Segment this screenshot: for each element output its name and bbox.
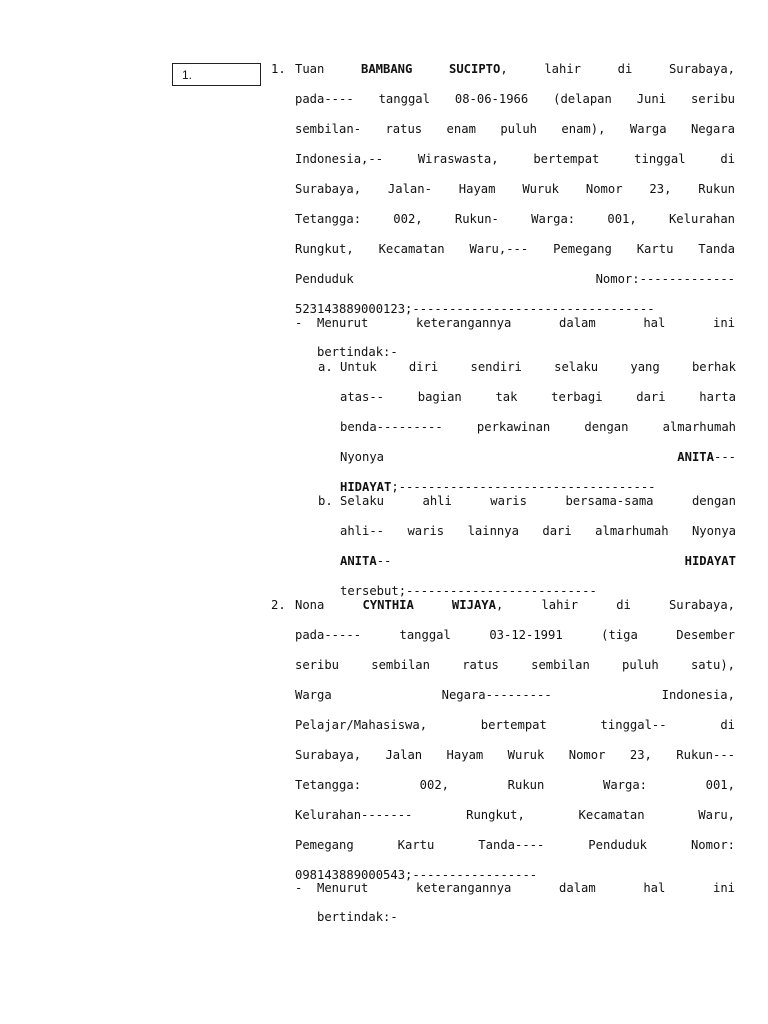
party-2-line-2: pada----- tanggal 03-12-1991 (tiga Desember [295,628,735,642]
party-1-capacity-a-letter: a. [318,360,333,374]
party-2-capacity-line-2: bertindak:- [317,910,398,924]
party-1-line-7: Rungkut, Kecamatan Waru,--- Pemegang Kartu Tanda [295,242,735,256]
party-1-capacity-b-letter: b. [318,494,333,508]
party-1-line-4: Indonesia,-- Wiraswasta, bertempat tinggal di [295,152,735,166]
party-2 [271,598,735,886]
margin-number: 1. [182,68,193,82]
party-2-name: CYNTHIA WIJAYA [362,598,496,612]
party-2-line-10: 098143889000543;----------------- [295,868,538,882]
party-1-line-8: Penduduk Nomor:------------- [295,272,735,286]
party-2-line-8: Kelurahan------- Rungkut, Kecamatan Waru, [295,808,735,822]
party-1-capacity-a-line-3: benda--------- perkawinan dengan almarhumah [340,420,736,434]
party-1-capacity-line-2: bertindak:- [317,345,398,359]
party-1-capacity-line-1: Menurut keterangannya dalam hal ini [317,316,735,330]
party-1-capacity-dash: - [295,316,303,330]
party-1-line-2: pada---- tanggal 08-06-1966 (delapan Juni seribu [295,92,735,106]
party-1-line-5: Surabaya, Jalan- Hayam Wuruk Nomor 23, Rukun [295,182,735,196]
party-2-line-7: Tetangga: 002, Rukun Warga: 001, [295,778,735,792]
party-1-capacity-a-line-5: HIDAYAT;----------------------------------- [340,480,656,494]
party-1-number: 1. [271,62,286,76]
party-2-line-9: Pemegang Kartu Tanda---- Penduduk Nomor: [295,838,735,852]
party-1-name: BAMBANG SUCIPTO [361,62,501,76]
party-1-capacity-b-line-3: ANITA-- HIDAYAT [340,554,736,568]
party-1-capacity-b-line-1: Selaku ahli waris bersama-sama dengan [340,494,736,508]
party-2-line-5: Pelajar/Mahasiswa, bertempat tinggal-- di [295,718,735,732]
party-2-line-3: seribu sembilan ratus sembilan puluh satu), [295,658,735,672]
party-1-capacity-a-line-2: atas-- bagian tak terbagi dari harta [340,390,736,404]
party-1-capacity-b-line-4: tersebut;-------------------------- [340,584,597,598]
party-1 [271,62,735,320]
party-1-capacity-a-line-1: Untuk diri sendiri selaku yang berhak [340,360,736,374]
margin-number-box [172,63,261,86]
party-2-line-1: Nona CYNTHIA WIJAYA, lahir di Surabaya, [295,598,735,612]
party-2-number: 2. [271,598,286,612]
party-1-capacity-b-line-2: ahli-- waris lainnya dari almarhumah Nyonya [340,524,736,538]
party-1-line-6: Tetangga: 002, Rukun- Warga: 001, Kelurahan [295,212,735,226]
party-1-line-3: sembilan- ratus enam puluh enam), Warga Negara [295,122,735,136]
party-1-capacity-a-line-4: Nyonya ANITA--- [340,450,736,464]
party-2-capacity-line-1: Menurut keterangannya dalam hal ini [317,881,735,895]
party-2-line-4: Warga Negara--------- Indonesia, [295,688,735,702]
party-1-line-1: Tuan BAMBANG SUCIPTO, lahir di Surabaya, [295,62,735,76]
party-1-line-9: 523143889000123;--------------------------------- [295,302,655,316]
party-2-line-6: Surabaya, Jalan Hayam Wuruk Nomor 23, Rukun--- [295,748,735,762]
party-2-capacity-dash: - [295,881,303,895]
